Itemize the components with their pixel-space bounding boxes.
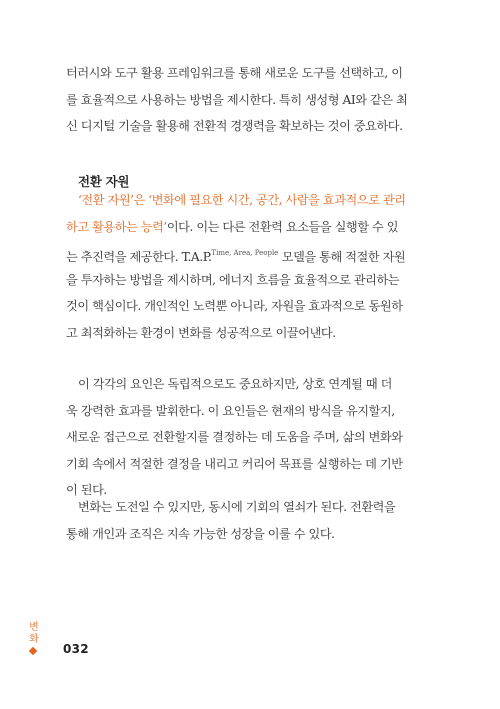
text-run: 모델을 통해 적절한 자원	[278, 250, 406, 265]
page-number: 032	[63, 642, 89, 656]
superscript-note: Time, Area, People	[211, 249, 279, 258]
section-heading: 전환 자원	[78, 174, 130, 189]
text-line: 것이 핵심이다. 개인적인 노력뿐 아니라, 자원을 효과적으로 동원하	[66, 299, 403, 314]
text-line: 신 디지털 기술을 활용해 전환적 경쟁력을 확보하는 것이 중요하다.	[66, 119, 403, 134]
text-run: 이다. 이는 다른 전환력 요소들을 실행할 수 있	[166, 219, 399, 234]
text-line: 고 최적화하는 환경이 변화를 성공적으로 이끌어낸다.	[66, 325, 336, 340]
text-line: 욱 강력한 효과를 발휘한다. 이 요인들은 현재의 방식을 유지할지,	[66, 403, 395, 418]
text-line: 을 투자하는 방법을 제시하며, 에너지 흐름을 효율적으로 관리하는	[66, 272, 400, 287]
text-line-first: 변화는 도전일 수 있지만, 동시에 기회의 열쇠가 된다. 전환력을	[78, 500, 396, 514]
text-run: 는 추진력을 제공한다. T.A.P.	[66, 250, 212, 265]
text-line: 통해 개인과 조직은 지속 가능한 성장을 이룰 수 있다.	[66, 526, 335, 541]
chapter-side-label	[28, 622, 40, 646]
text-line	[66, 214, 434, 241]
summary-paragraph	[66, 371, 434, 504]
closing-paragraph	[66, 494, 434, 547]
text-line: 이 된다.	[66, 483, 107, 498]
text-line-first	[66, 187, 434, 214]
text-line: 새로운 접근으로 전환할지를 결정하는 데 도움을 주며, 삶의 변화와	[66, 430, 403, 445]
text-line: 터러시와 도구 활용 프레임워크를 통해 새로운 도구를 선택하고, 이	[66, 66, 403, 80]
text-line: 기회 속에서 적절한 결정을 내리고 커리어 목표를 실행하는 데 기반	[66, 456, 403, 471]
section-paragraph	[66, 187, 434, 347]
highlighted-definition: ‘전환 자원’은 ‘변화에 필요한 시간, 공간, 사람을 효과적으로 관리	[78, 193, 406, 207]
text-line-first: 이 각각의 요인은 독립적으로도 중요하지만, 상호 연계될 때 더	[78, 377, 392, 391]
diamond-icon	[29, 647, 37, 655]
side-label-char: 변	[29, 622, 39, 633]
intro-paragraph	[66, 60, 434, 140]
text-line	[66, 240, 434, 267]
side-label-char: 화	[29, 634, 39, 645]
text-line: 를 효율적으로 사용하는 방법을 제시한다. 특히 생성형 AI와 같은 최	[66, 92, 408, 107]
highlighted-definition-end: 하고 활용하는 능력’	[66, 219, 167, 234]
